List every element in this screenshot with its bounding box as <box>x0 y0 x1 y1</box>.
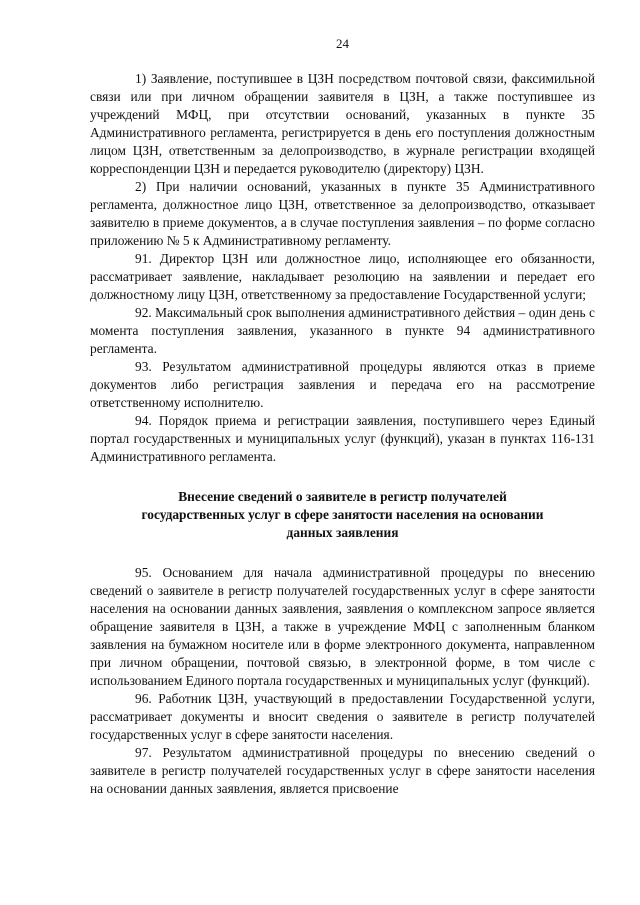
paragraph-95: 95. Основанием для начала административной процедуры по внесению сведений о заявителе в регистр получателей государственных услуг в сфере занятости населения на основании данных заявления, заявления о комплексном запросе является обращение заявителя в ЦЗН, а также в учреждение МФЦ с заполненным бланком заявления на бумажном носителе или в форме электронного документа, направленном при личном обращении, почтовой связью, в электронной форме, в том числе с использованием Единого портала государственных и муниципальных услуг (функций). <box>90 565 595 688</box>
heading-line-2: государственных услуг в сфере занятости населения на основании <box>141 507 544 522</box>
paragraph-91: 91. Директор ЦЗН или должностное лицо, исполняющее его обязанности, рассматривает заявление, накладывает резолюцию на заявлении и передает его должностному лицу ЦЗН, ответственному за предоставление Государственной услуги; <box>90 251 595 302</box>
page-number: 24 <box>336 36 349 51</box>
paragraph-93: 93. Результатом административной процедуры являются отказ в приеме документов либо регистрация заявления и передача его на рассмотрение ответственному исполнителю. <box>90 359 595 410</box>
heading-line-3: данных заявления <box>286 525 399 540</box>
paragraph-1: 1) Заявление, поступившее в ЦЗН посредством почтовой связи, факсимильной связи или при личном обращении заявителя в ЦЗН, а также поступившее из учреждений МФЦ, при отсутствии оснований, указанных в пункте 35 Административного регламента, регистрируется в день его поступления должностным лицом ЦЗН, ответственным за делопроизводство, в журнале регистрации входящей корреспонденции ЦЗН и передается руководителю (директору) ЦЗН. <box>90 71 595 176</box>
bottom-section <box>90 564 595 798</box>
section-heading <box>90 488 595 542</box>
paragraph-94: 94. Порядок приема и регистрации заявления, поступившего через Единый портал государственных и муниципальных услуг (функций), указан в пунктах 116-131 Административного регламента. <box>90 413 595 464</box>
top-section <box>90 70 595 466</box>
paragraph-97: 97. Результатом административной процедуры по внесению сведений о заявителе в регистр получателей государственных услуг в сфере занятости населения на основании данных заявления, является присвоение <box>90 745 595 796</box>
heading-line-1: Внесение сведений о заявителе в регистр получателей <box>178 489 507 504</box>
paragraph-2: 2) При наличии оснований, указанных в пункте 35 Административного регламента, должностное лицо ЦЗН, ответственное за делопроизводство, отказывает заявителю в приеме документов, а в случае поступления заявления – по форме согласно приложению № 5 к Административному регламенту. <box>90 179 595 248</box>
paragraph-96: 96. Работник ЦЗН, участвующий в предоставлении Государственной услуги, рассматривает документы и вносит сведения о заявителе в регистр получателей государственных услуг в сфере занятости населения. <box>90 691 595 742</box>
paragraph-92: 92. Максимальный срок выполнения административного действия – один день с момента поступления заявления, указанного в пункте 94 административного регламента. <box>90 305 595 356</box>
